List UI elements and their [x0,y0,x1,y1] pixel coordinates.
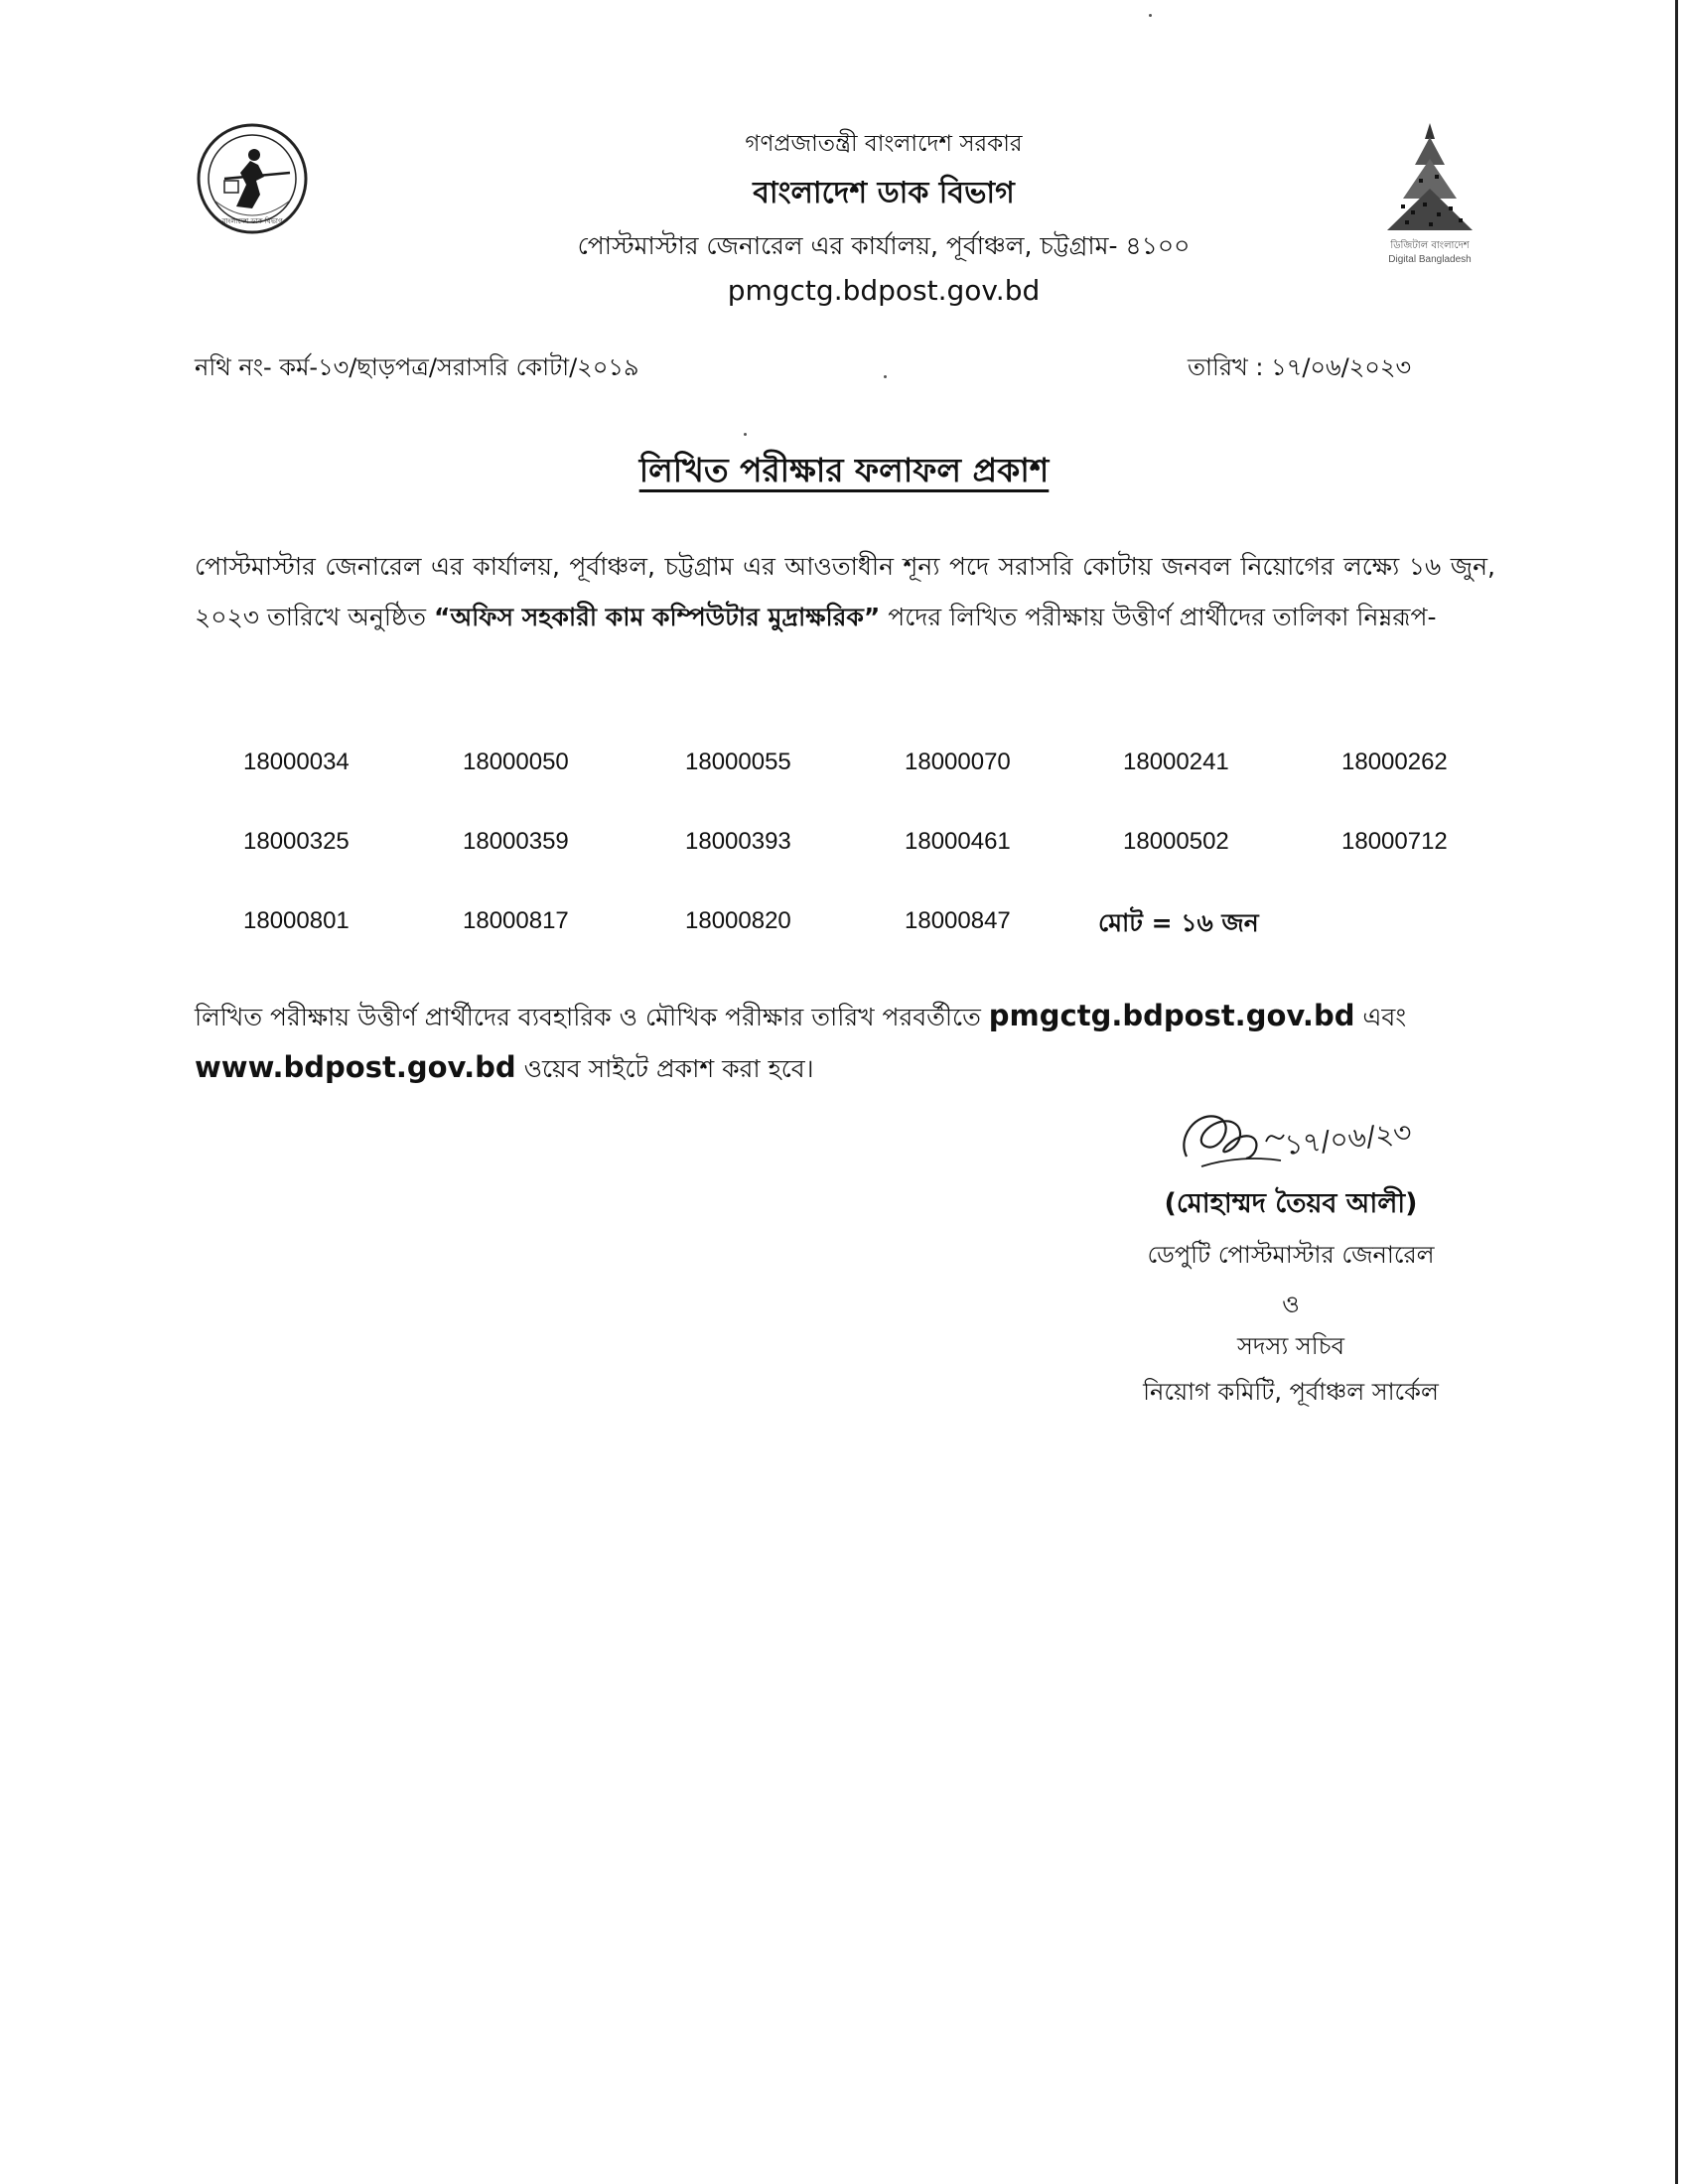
roll-number: 18000847 [905,907,1011,934]
roll-number: 18000241 [1123,749,1229,775]
scan-edge-line [1675,0,1678,2184]
signatory-conjunction: ও [1282,1291,1300,1318]
body-text-part1: পোস্টমাস্টার জেনারেল এর কার্যালয়, পূর্বাঞ্চল, চট্টগ্রাম এর আওতাধীন শূন্য পদে সরাসরি কোটায় জনবল নিয়োগের লক্ষ্যে ১৬ জুন, ২০২৩ তারিখে অনুষ্ঠিত [195,552,1495,631]
issue-date: তারিখ : ১৭/০৬/২০২৩ [1188,353,1412,381]
note-text-part1: লিখিত পরীক্ষায় উত্তীর্ণ প্রার্থীদের ব্যবহারিক ও মৌখিক পরীক্ষার তারিখ পরবর্তীতে [195,1003,989,1031]
total-candidates: মোট = ১৬ জন [1098,908,1259,937]
note-text-part2: এবং [1354,1003,1407,1031]
website-link-pmgctg: pmgctg.bdpost.gov.bd [988,999,1355,1032]
signatory-designation: ডেপুটি পোস্টমাস্টার জেনারেল [1147,1241,1435,1269]
roll-number: 18000820 [685,907,791,934]
svg-text:বাংলাদেশ ডাক বিভাগ: বাংলাদেশ ডাক বিভাগ [221,217,283,225]
roll-number: 18000262 [1341,749,1448,775]
scan-speck [744,433,747,436]
svg-text:Digital Bangladesh: Digital Bangladesh [1388,254,1472,265]
body-text-part2: পদের লিখিত পরীক্ষায় উত্তীর্ণ প্রার্থীদের তালিকা নিম্নরূপ- [880,603,1437,631]
roll-number: 18000461 [905,828,1011,855]
svg-text:ডিজিটাল বাংলাদেশ: ডিজিটাল বাংলাদেশ [1390,240,1470,251]
department-name: বাংলাদেশ ডাক বিভাগ [753,176,1015,210]
roll-number: 18000359 [463,828,569,855]
roll-number: 18000817 [463,907,569,934]
roll-number: 18000801 [243,907,350,934]
post-name: “অফিস সহকারী কাম কম্পিউটার মুদ্রাক্ষরিক” [434,603,881,631]
roll-number: 18000055 [685,749,791,775]
roll-number: 18000034 [243,749,350,775]
roll-number: 18000325 [243,828,350,855]
signatory-name: (মোহাম্মদ তৈয়ব আলী) [1164,1188,1418,1219]
office-website: pmgctg.bdpost.gov.bd [727,274,1041,307]
signatory-role: সদস্য সচিব [1237,1332,1344,1360]
roll-number: 18000712 [1341,828,1448,855]
roll-number: 18000393 [685,828,791,855]
svg-text:১৭/০৬/২৩: ১৭/০৬/২৩ [1283,1115,1414,1161]
roll-number: 18000050 [463,749,569,775]
notice-body [195,541,1495,642]
scan-speck [884,375,887,378]
signatory-committee: নিয়োগ কমিটি, পূর্বাঞ্চল সার্কেল [1143,1378,1439,1406]
website-link-bdpost: www.bdpost.gov.bd [195,1050,516,1084]
handwritten-signature [1167,1097,1475,1186]
notice-note [195,991,1495,1094]
roll-number: 18000070 [905,749,1011,775]
government-name: গণপ্রজাতন্ত্রী বাংলাদেশ সরকার [745,131,1023,157]
note-text-part3: ওয়েব সাইটে প্রকাশ করা হবে। [515,1054,814,1083]
office-address: পোস্টমাস্টার জেনারেল এর কার্যালয়, পূর্বাঞ্চল, চট্টগ্রাম- ৪১০০ [577,231,1191,260]
scan-speck [1149,14,1152,17]
notice-title [0,445,1688,500]
notice-title-text: লিখিত পরীক্ষার ফলাফল প্রকাশ [638,451,1050,489]
file-reference-number: নথি নং- কর্ম-১৩/ছাড়পত্র/সরাসরি কোটা/২০১৯ [195,353,639,381]
roll-number: 18000502 [1123,828,1229,855]
